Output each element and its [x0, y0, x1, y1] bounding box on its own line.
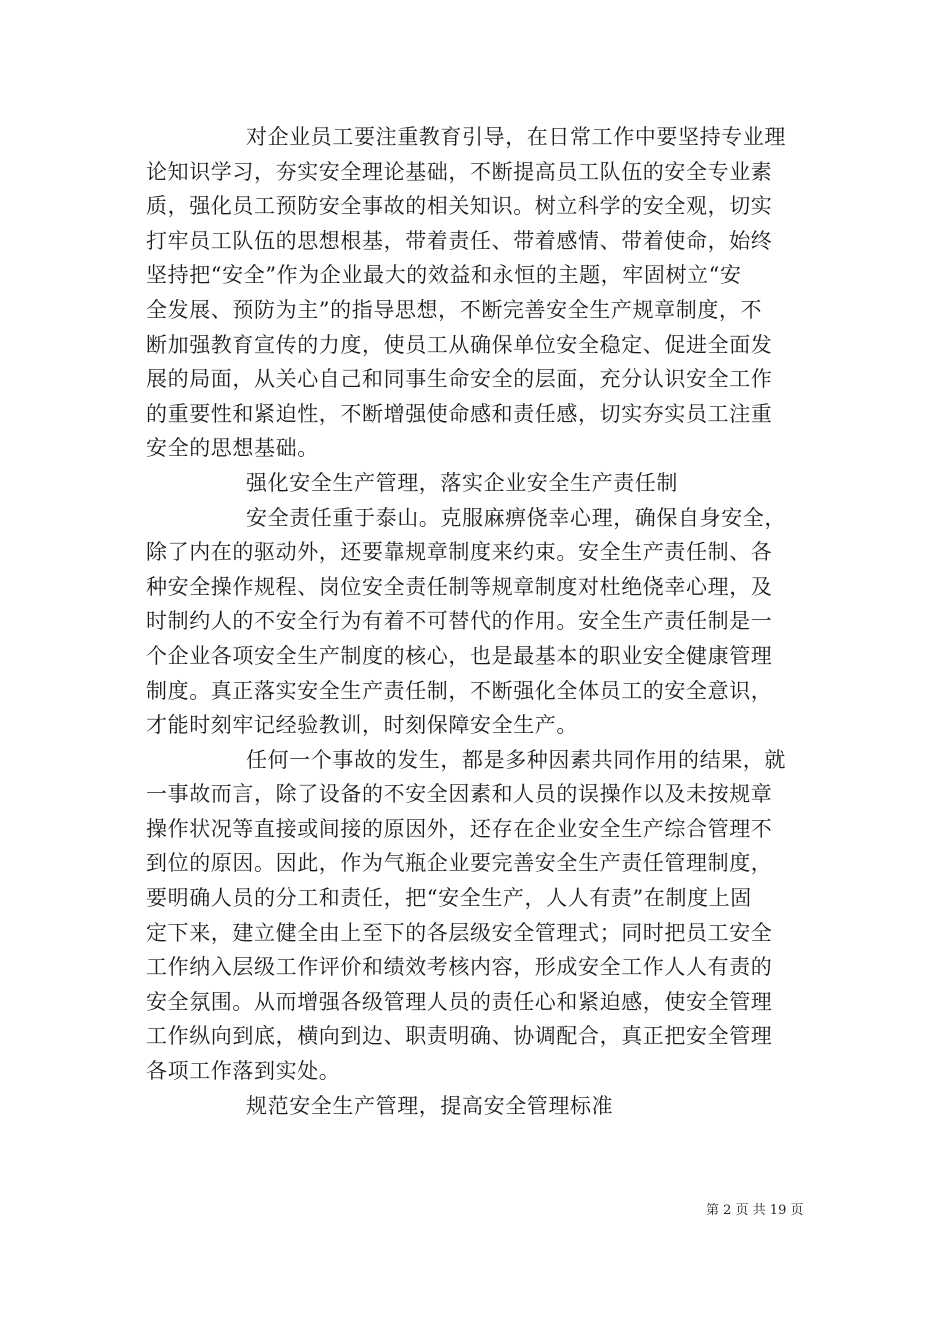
text-line: 对企业员工要注重教育引导，在日常工作中要坚持专业理 — [246, 125, 786, 149]
text-line: 要明确人员的分工和责任，把“安全生产，人人有责”在制度上固 — [146, 886, 752, 911]
text-line: 全发展、预防为主”的指导思想，不断完善安全生产规章制度，不 — [146, 297, 763, 322]
page-number-footer: 第 2 页 共 19 页 — [706, 1203, 804, 1218]
body-paragraph — [146, 743, 806, 1089]
text-line: 断加强教育宣传的力度，使员工从确保单位安全稳定、促进全面发 — [146, 332, 773, 357]
text-line: 强化安全生产管理，落实企业安全生产责任制 — [246, 470, 678, 495]
body-paragraph — [146, 501, 806, 743]
text-line: 定下来，建立健全由上至下的各层级安全管理式；同时把员工安全 — [146, 920, 773, 945]
text-line: 工作纳入层级工作评价和绩效考核内容，形成安全工作人人有责的 — [146, 955, 773, 980]
text-line: 论知识学习，夯实安全理论基础，不断提高员工队伍的安全专业素 — [146, 159, 773, 184]
text-line: 个企业各项安全生产制度的核心，也是最基本的职业安全健康管理 — [146, 643, 773, 668]
text-line: 安全的思想基础。 — [146, 436, 319, 461]
body-paragraph — [146, 120, 806, 466]
text-line: 展的局面，从关心自己和同事生命安全的层面，充分认识安全工作 — [146, 367, 773, 392]
text-line: 才能时刻牢记经验教训，时刻保障安全生产。 — [146, 713, 578, 738]
text-line: 的重要性和紧迫性，不断增强使命感和责任感，切实夯实员工注重 — [146, 401, 773, 426]
text-line: 打牢员工队伍的思想根基，带着责任、带着感情、带着使命，始终 — [146, 228, 773, 253]
text-line: 质，强化员工预防安全事故的相关知识。树立科学的安全观，切实 — [146, 194, 773, 219]
text-line: 种安全操作规程、岗位安全责任制等规章制度对杜绝侥幸心理，及 — [146, 574, 773, 599]
text-line: 制度。真正落实安全生产责任制，不断强化全体员工的安全意识， — [146, 678, 773, 703]
text-line: 安全责任重于泰山。克服麻痹侥幸心理，确保自身安全， — [246, 505, 786, 530]
text-line: 任何一个事故的发生，都是多种因素共同作用的结果，就 — [246, 747, 786, 772]
text-line: 除了内在的驱动外，还要靠规章制度来约束。安全生产责任制、各 — [146, 540, 773, 565]
text-line: 一事故而言，除了设备的不安全因素和人员的误操作以及未按规章 — [146, 782, 773, 807]
text-line: 时制约人的不安全行为有着不可替代的作用。安全生产责任制是一 — [146, 609, 773, 634]
text-line: 规范安全生产管理，提高安全管理标准 — [246, 1093, 614, 1118]
document-body — [146, 120, 806, 1123]
text-line: 坚持把“安全”作为企业最大的效益和永恒的主题，牢固树立“安 — [146, 263, 742, 288]
text-line: 安全氛围。从而增强各级管理人员的责任心和紧迫感，使安全管理 — [146, 989, 773, 1014]
text-line: 工作纵向到底，横向到边、职责明确、协调配合，真正把安全管理 — [146, 1024, 773, 1049]
text-line: 各项工作落到实处。 — [146, 1059, 341, 1084]
text-line: 操作状况等直接或间接的原因外，还存在企业安全生产综合管理不 — [146, 816, 773, 841]
text-line: 到位的原因。因此，作为气瓶企业要完善安全生产责任管理制度， — [146, 851, 773, 876]
section-heading — [146, 1089, 806, 1124]
section-heading — [146, 466, 806, 501]
